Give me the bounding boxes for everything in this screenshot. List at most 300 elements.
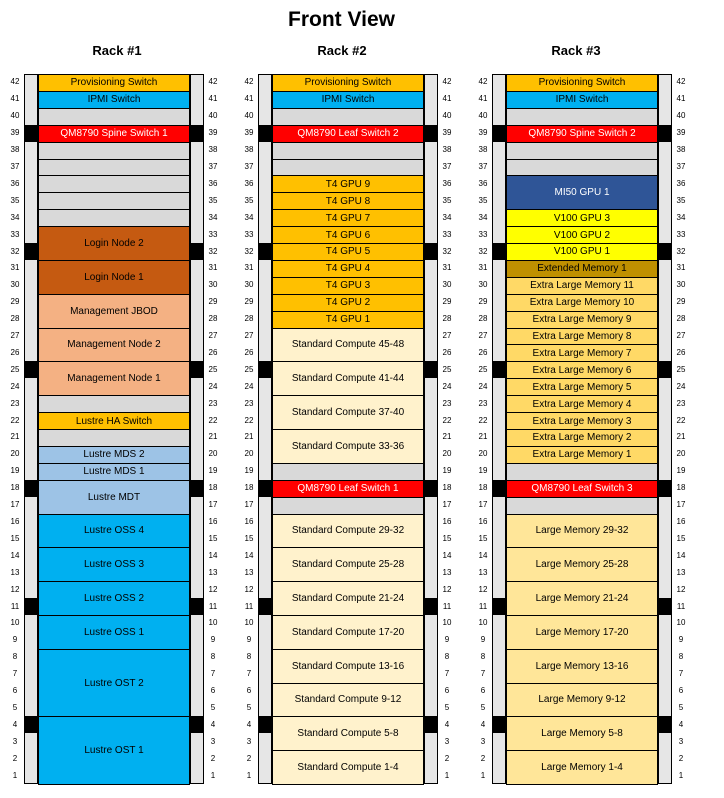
unit-number: 3 <box>678 736 684 746</box>
unit-number: 8 <box>210 652 216 662</box>
rail-marker <box>424 243 438 260</box>
unit-number: 22 <box>208 415 218 425</box>
unit-number: 14 <box>442 550 452 560</box>
unit-number: 30 <box>442 280 452 290</box>
unit-number: 27 <box>10 331 20 341</box>
unit-number: 24 <box>676 381 686 391</box>
unit-number: 13 <box>442 567 452 577</box>
rack-device: T4 GPU 7 <box>272 209 424 227</box>
unit-number: 37 <box>676 161 686 171</box>
unit-number: 21 <box>478 432 488 442</box>
unit-number: 16 <box>208 516 218 526</box>
rack-device: Large Memory 25-28 <box>506 547 658 582</box>
unit-number: 3 <box>480 736 486 746</box>
unit-number: 2 <box>246 753 252 763</box>
unit-number: 16 <box>676 516 686 526</box>
rack-2-title: Rack #2 <box>317 43 367 58</box>
unit-number: 28 <box>244 314 254 324</box>
unit-number: 4 <box>678 719 684 729</box>
unit-number: 42 <box>10 77 20 87</box>
unit-number: 6 <box>210 686 216 696</box>
unit-number: 4 <box>444 719 450 729</box>
empty-slot <box>38 395 190 413</box>
unit-number: 22 <box>478 415 488 425</box>
unit-number: 7 <box>444 669 450 679</box>
unit-number: 18 <box>676 483 686 493</box>
unit-number: 33 <box>676 229 686 239</box>
rack-device: Standard Compute 13-16 <box>272 649 424 684</box>
unit-number: 32 <box>478 246 488 256</box>
unit-number: 1 <box>246 770 252 780</box>
unit-number: 2 <box>444 753 450 763</box>
unit-number: 13 <box>10 567 20 577</box>
unit-number: 4 <box>210 719 216 729</box>
rack-device: Large Memory 5-8 <box>506 716 658 751</box>
unit-number: 5 <box>12 702 18 712</box>
rail-marker <box>24 125 38 142</box>
unit-number: 29 <box>244 297 254 307</box>
unit-number: 39 <box>10 128 20 138</box>
rack-device: IPMI Switch <box>272 91 424 109</box>
rail-marker <box>424 125 438 142</box>
unit-number: 19 <box>442 466 452 476</box>
unit-number: 37 <box>244 161 254 171</box>
unit-number: 19 <box>10 466 20 476</box>
unit-number: 42 <box>244 77 254 87</box>
unit-number: 15 <box>244 533 254 543</box>
unit-number: 37 <box>478 161 488 171</box>
unit-number: 11 <box>478 601 488 611</box>
unit-number: 16 <box>442 516 452 526</box>
rail-marker <box>658 243 672 260</box>
unit-number: 41 <box>10 94 20 104</box>
rack-rail-right <box>190 74 204 784</box>
empty-slot <box>506 159 658 177</box>
rack-device: Management Node 2 <box>38 328 190 363</box>
rail-marker <box>190 480 204 497</box>
rack-device: T4 GPU 6 <box>272 226 424 244</box>
rack-device: Provisioning Switch <box>38 74 190 92</box>
rail-marker <box>24 480 38 497</box>
rail-marker <box>258 716 272 733</box>
unit-number: 27 <box>676 331 686 341</box>
unit-number: 16 <box>10 516 20 526</box>
rack-rail-right <box>658 74 672 784</box>
unit-number: 18 <box>442 483 452 493</box>
unit-number: 24 <box>244 381 254 391</box>
page-title: Front View <box>288 8 395 31</box>
unit-number: 38 <box>442 145 452 155</box>
rack-device: T4 GPU 1 <box>272 311 424 329</box>
unit-number: 35 <box>10 195 20 205</box>
unit-number: 40 <box>478 111 488 121</box>
unit-number: 12 <box>478 584 488 594</box>
rail-marker <box>258 125 272 142</box>
unit-number: 18 <box>208 483 218 493</box>
unit-number: 4 <box>246 719 252 729</box>
unit-number: 2 <box>12 753 18 763</box>
rack-device: Lustre OSS 1 <box>38 615 190 650</box>
rail-marker <box>492 125 506 142</box>
rack-device: Lustre OSS 2 <box>38 581 190 616</box>
unit-number: 10 <box>442 618 452 628</box>
rail-marker <box>424 480 438 497</box>
unit-number: 1 <box>444 770 450 780</box>
unit-number: 23 <box>244 398 254 408</box>
unit-number: 34 <box>244 212 254 222</box>
unit-number: 41 <box>442 94 452 104</box>
rack-device: Large Memory 13-16 <box>506 649 658 684</box>
unit-number: 5 <box>480 702 486 712</box>
rack-device: Lustre HA Switch <box>38 412 190 430</box>
rack-device: Standard Compute 45-48 <box>272 328 424 363</box>
unit-number: 38 <box>208 145 218 155</box>
rail-marker <box>658 716 672 733</box>
unit-number: 32 <box>442 246 452 256</box>
unit-number: 42 <box>208 77 218 87</box>
unit-number: 20 <box>244 449 254 459</box>
rack-device: T4 GPU 2 <box>272 294 424 312</box>
unit-number: 24 <box>208 381 218 391</box>
rack-device: QM8790 Leaf Switch 1 <box>272 480 424 498</box>
rack-device: Login Node 1 <box>38 260 190 295</box>
unit-number: 33 <box>244 229 254 239</box>
unit-number: 24 <box>442 381 452 391</box>
rack-rail-left <box>492 74 506 784</box>
unit-number: 30 <box>208 280 218 290</box>
unit-number: 9 <box>12 635 18 645</box>
unit-number: 28 <box>676 314 686 324</box>
unit-number: 15 <box>478 533 488 543</box>
rack-device: T4 GPU 3 <box>272 277 424 295</box>
unit-number: 40 <box>10 111 20 121</box>
unit-number: 10 <box>244 618 254 628</box>
unit-number: 13 <box>244 567 254 577</box>
unit-number: 34 <box>478 212 488 222</box>
unit-number: 20 <box>676 449 686 459</box>
unit-number: 8 <box>444 652 450 662</box>
empty-slot <box>38 108 190 126</box>
unit-number: 40 <box>676 111 686 121</box>
unit-number: 41 <box>244 94 254 104</box>
rail-marker <box>24 716 38 733</box>
unit-number: 28 <box>10 314 20 324</box>
unit-number: 25 <box>244 364 254 374</box>
unit-number: 7 <box>678 669 684 679</box>
rack-device: Standard Compute 37-40 <box>272 395 424 430</box>
unit-number: 20 <box>478 449 488 459</box>
unit-number: 27 <box>478 331 488 341</box>
unit-number: 6 <box>678 686 684 696</box>
unit-number: 26 <box>676 347 686 357</box>
unit-number: 1 <box>678 770 684 780</box>
rack-device: Standard Compute 21-24 <box>272 581 424 616</box>
rack-device: Extra Large Memory 3 <box>506 412 658 430</box>
unit-number: 27 <box>208 331 218 341</box>
unit-number: 14 <box>478 550 488 560</box>
unit-number: 7 <box>480 669 486 679</box>
rack-device: IPMI Switch <box>38 91 190 109</box>
rack-device: Lustre OST 1 <box>38 716 190 785</box>
unit-number: 19 <box>244 466 254 476</box>
rail-marker <box>492 480 506 497</box>
unit-number: 34 <box>208 212 218 222</box>
unit-number: 10 <box>478 618 488 628</box>
rail-marker <box>658 125 672 142</box>
unit-number: 25 <box>676 364 686 374</box>
rack-3-title: Rack #3 <box>551 43 601 58</box>
unit-number: 25 <box>208 364 218 374</box>
unit-number: 9 <box>678 635 684 645</box>
unit-number: 13 <box>676 567 686 577</box>
empty-slot <box>272 463 424 481</box>
rack-device: Standard Compute 29-32 <box>272 514 424 549</box>
unit-number: 31 <box>442 263 452 273</box>
rack-device: Lustre OSS 3 <box>38 547 190 582</box>
rack-rail-left <box>24 74 38 784</box>
rack-device: Extra Large Memory 4 <box>506 395 658 413</box>
unit-number: 15 <box>676 533 686 543</box>
rail-marker <box>190 598 204 615</box>
unit-number: 29 <box>676 297 686 307</box>
rail-marker <box>24 243 38 260</box>
unit-number: 11 <box>676 601 686 611</box>
unit-number: 24 <box>478 381 488 391</box>
unit-number: 12 <box>442 584 452 594</box>
unit-number: 15 <box>208 533 218 543</box>
unit-number: 15 <box>10 533 20 543</box>
unit-number: 37 <box>10 161 20 171</box>
rail-marker <box>24 361 38 378</box>
rail-marker <box>658 361 672 378</box>
unit-number: 14 <box>676 550 686 560</box>
unit-number: 9 <box>444 635 450 645</box>
rack-device: Login Node 2 <box>38 226 190 261</box>
unit-number: 1 <box>12 770 18 780</box>
rack-rail-right <box>424 74 438 784</box>
unit-number: 11 <box>442 601 452 611</box>
unit-number: 38 <box>676 145 686 155</box>
unit-number: 23 <box>676 398 686 408</box>
unit-number: 8 <box>678 652 684 662</box>
unit-number: 23 <box>478 398 488 408</box>
unit-number: 26 <box>208 347 218 357</box>
empty-slot <box>272 159 424 177</box>
unit-number: 26 <box>442 347 452 357</box>
unit-number: 13 <box>478 567 488 577</box>
unit-number: 13 <box>208 567 218 577</box>
unit-number: 33 <box>478 229 488 239</box>
unit-number: 7 <box>210 669 216 679</box>
rack-device: Extra Large Memory 8 <box>506 328 658 346</box>
rack-device: T4 GPU 5 <box>272 243 424 261</box>
unit-number: 23 <box>442 398 452 408</box>
unit-number: 19 <box>676 466 686 476</box>
unit-number: 31 <box>478 263 488 273</box>
unit-number: 38 <box>244 145 254 155</box>
rail-marker <box>424 598 438 615</box>
unit-number: 18 <box>478 483 488 493</box>
unit-number: 2 <box>210 753 216 763</box>
unit-number: 3 <box>12 736 18 746</box>
unit-number: 9 <box>210 635 216 645</box>
unit-number: 34 <box>10 212 20 222</box>
unit-number: 31 <box>10 263 20 273</box>
unit-number: 31 <box>676 263 686 273</box>
unit-number: 5 <box>246 702 252 712</box>
unit-number: 38 <box>10 145 20 155</box>
unit-number: 37 <box>208 161 218 171</box>
unit-number: 21 <box>10 432 20 442</box>
rack-device: Standard Compute 33-36 <box>272 429 424 464</box>
unit-number: 42 <box>478 77 488 87</box>
unit-number: 1 <box>480 770 486 780</box>
unit-number: 39 <box>208 128 218 138</box>
empty-slot <box>272 497 424 515</box>
rack-device: Extra Large Memory 6 <box>506 361 658 379</box>
unit-number: 21 <box>676 432 686 442</box>
unit-number: 12 <box>208 584 218 594</box>
rack-device: Large Memory 17-20 <box>506 615 658 650</box>
unit-number: 23 <box>10 398 20 408</box>
unit-number: 37 <box>442 161 452 171</box>
rail-marker <box>190 361 204 378</box>
unit-number: 30 <box>676 280 686 290</box>
rack-device: Extra Large Memory 7 <box>506 344 658 362</box>
unit-number: 14 <box>208 550 218 560</box>
rail-marker <box>190 243 204 260</box>
unit-number: 6 <box>480 686 486 696</box>
unit-number: 39 <box>244 128 254 138</box>
unit-number: 23 <box>208 398 218 408</box>
rack-device: Lustre OSS 4 <box>38 514 190 549</box>
unit-number: 17 <box>244 500 254 510</box>
rack-device: Standard Compute 25-28 <box>272 547 424 582</box>
unit-number: 30 <box>244 280 254 290</box>
unit-number: 26 <box>10 347 20 357</box>
unit-number: 16 <box>478 516 488 526</box>
unit-number: 22 <box>10 415 20 425</box>
rack-device: Standard Compute 17-20 <box>272 615 424 650</box>
unit-number: 25 <box>442 364 452 374</box>
unit-number: 30 <box>10 280 20 290</box>
rack-device: Standard Compute 41-44 <box>272 361 424 396</box>
unit-number: 29 <box>478 297 488 307</box>
rail-marker <box>190 716 204 733</box>
unit-number: 41 <box>208 94 218 104</box>
empty-slot <box>38 429 190 447</box>
unit-number: 17 <box>208 500 218 510</box>
unit-number: 20 <box>208 449 218 459</box>
unit-number: 6 <box>444 686 450 696</box>
unit-number: 33 <box>442 229 452 239</box>
unit-number: 5 <box>678 702 684 712</box>
unit-number: 5 <box>210 702 216 712</box>
unit-number: 29 <box>442 297 452 307</box>
unit-number: 8 <box>12 652 18 662</box>
rail-marker <box>424 716 438 733</box>
unit-number: 32 <box>10 246 20 256</box>
unit-number: 20 <box>442 449 452 459</box>
unit-number: 25 <box>10 364 20 374</box>
rack-device: T4 GPU 8 <box>272 192 424 210</box>
unit-number: 29 <box>208 297 218 307</box>
unit-number: 11 <box>208 601 218 611</box>
unit-number: 3 <box>246 736 252 746</box>
rack-device: Management Node 1 <box>38 361 190 396</box>
empty-slot <box>506 108 658 126</box>
rack-device: Large Memory 21-24 <box>506 581 658 616</box>
unit-number: 4 <box>12 719 18 729</box>
unit-number: 11 <box>244 601 254 611</box>
empty-slot <box>38 209 190 227</box>
unit-number: 35 <box>244 195 254 205</box>
unit-number: 39 <box>676 128 686 138</box>
rack-device: Extra Large Memory 11 <box>506 277 658 295</box>
unit-number: 14 <box>10 550 20 560</box>
empty-slot <box>38 192 190 210</box>
rack-device: Lustre MDT <box>38 480 190 515</box>
unit-number: 3 <box>444 736 450 746</box>
rack-device: MI50 GPU 1 <box>506 175 658 210</box>
unit-number: 35 <box>478 195 488 205</box>
unit-number: 35 <box>442 195 452 205</box>
unit-number: 25 <box>478 364 488 374</box>
rack-device: V100 GPU 2 <box>506 226 658 244</box>
unit-number: 33 <box>208 229 218 239</box>
rack-device: Large Memory 29-32 <box>506 514 658 549</box>
unit-number: 26 <box>244 347 254 357</box>
unit-number: 35 <box>676 195 686 205</box>
rail-marker <box>424 361 438 378</box>
unit-number: 35 <box>208 195 218 205</box>
unit-number: 17 <box>478 500 488 510</box>
unit-number: 38 <box>478 145 488 155</box>
rack-rail-left <box>258 74 272 784</box>
empty-slot <box>272 142 424 160</box>
rack-device: Standard Compute 9-12 <box>272 683 424 718</box>
unit-number: 1 <box>210 770 216 780</box>
rack-device: QM8790 Spine Switch 1 <box>38 125 190 143</box>
unit-number: 41 <box>676 94 686 104</box>
unit-number: 10 <box>10 618 20 628</box>
unit-number: 27 <box>442 331 452 341</box>
unit-number: 24 <box>10 381 20 391</box>
unit-number: 29 <box>10 297 20 307</box>
empty-slot <box>38 142 190 160</box>
unit-number: 40 <box>442 111 452 121</box>
unit-number: 12 <box>676 584 686 594</box>
unit-number: 9 <box>246 635 252 645</box>
unit-number: 39 <box>478 128 488 138</box>
unit-number: 34 <box>442 212 452 222</box>
rack-device: Extra Large Memory 9 <box>506 311 658 329</box>
unit-number: 19 <box>478 466 488 476</box>
rail-marker <box>492 243 506 260</box>
rack-device: T4 GPU 9 <box>272 175 424 193</box>
rail-marker <box>24 598 38 615</box>
unit-number: 10 <box>208 618 218 628</box>
unit-number: 27 <box>244 331 254 341</box>
empty-slot <box>38 159 190 177</box>
unit-number: 42 <box>676 77 686 87</box>
rack-device: Large Memory 1-4 <box>506 750 658 785</box>
rail-marker <box>492 361 506 378</box>
unit-number: 34 <box>676 212 686 222</box>
unit-number: 6 <box>246 686 252 696</box>
rack-device: QM8790 Leaf Switch 2 <box>272 125 424 143</box>
unit-number: 36 <box>10 178 20 188</box>
